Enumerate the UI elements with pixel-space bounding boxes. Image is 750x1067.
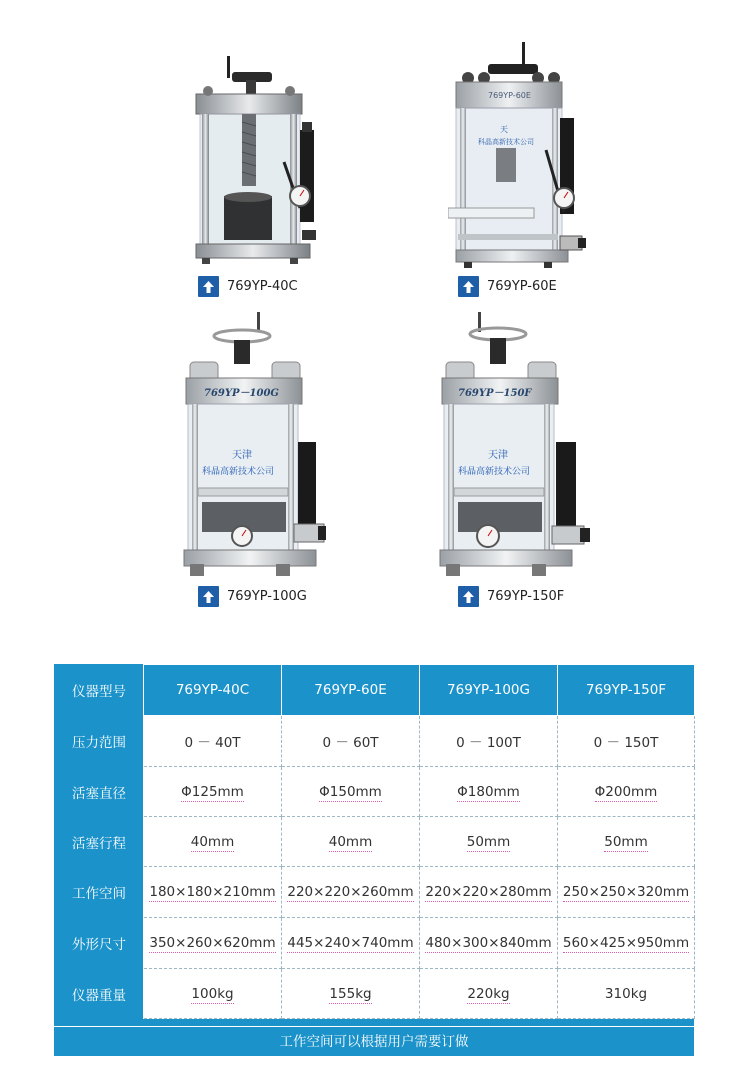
row-label: 工作空间 bbox=[55, 867, 144, 918]
table-cell: 50mm bbox=[604, 833, 648, 850]
table-row bbox=[55, 716, 695, 767]
spec-grid bbox=[54, 664, 695, 1019]
table-cell: Φ125mm bbox=[181, 783, 244, 800]
product-caption: 769YP-100G bbox=[227, 589, 307, 604]
table-row bbox=[55, 969, 695, 1019]
table-cell: 0 － 150T bbox=[558, 716, 695, 767]
brand-line2: 科晶高新技术公司 bbox=[458, 467, 531, 477]
table-footnote: 工作空间可以根据用户需要订做 bbox=[54, 1026, 694, 1057]
brand-line2: 科晶高新技术公司 bbox=[478, 138, 534, 146]
product-769yp-60e bbox=[448, 40, 593, 300]
table-cell: 220kg bbox=[467, 985, 510, 1002]
product-photo bbox=[436, 312, 596, 580]
row-label: 外形尺寸 bbox=[55, 918, 144, 969]
table-cell: Φ180mm bbox=[457, 783, 520, 800]
table-cell: 220×220×260mm bbox=[287, 884, 414, 900]
table-cell: 310kg bbox=[558, 969, 695, 1019]
product-photo bbox=[448, 40, 593, 272]
table-row bbox=[55, 767, 695, 817]
product-caption: 769YP-150F bbox=[487, 589, 565, 604]
brand-line1: 天 bbox=[500, 125, 508, 134]
column-header: 769YP-40C bbox=[144, 665, 282, 716]
panel-model-text: 769YP－150F bbox=[458, 388, 532, 399]
table-cell: 100kg bbox=[191, 985, 234, 1002]
arrow-up-icon bbox=[198, 586, 219, 607]
product-769yp-150f bbox=[436, 312, 596, 610]
table-cell: 40mm bbox=[328, 833, 373, 850]
table-cell: 350×260×620mm bbox=[149, 935, 276, 951]
table-row bbox=[55, 817, 695, 867]
table-cell: Φ200mm bbox=[594, 783, 658, 800]
column-header: 769YP-60E bbox=[282, 665, 420, 716]
column-header: 769YP-100G bbox=[420, 665, 558, 716]
table-cell: 220×220×280mm bbox=[425, 884, 552, 900]
product-photo bbox=[190, 50, 330, 272]
brand-line1: 天津 bbox=[488, 450, 508, 461]
panel-model-text: 769YP-60E bbox=[488, 91, 531, 100]
table-row bbox=[55, 867, 695, 918]
panel-model-text: 769YP－100G bbox=[204, 388, 279, 399]
row-label: 压力范围 bbox=[55, 716, 144, 767]
product-769yp-40c bbox=[190, 50, 330, 300]
brand-line1: 天津 bbox=[232, 450, 252, 461]
column-header: 769YP-150F bbox=[558, 665, 695, 716]
spec-table bbox=[54, 664, 694, 1056]
table-cell: 560×425×950mm bbox=[562, 935, 690, 951]
row-label: 活塞行程 bbox=[55, 817, 144, 867]
table-cell: 480×300×840mm bbox=[425, 935, 552, 951]
table-cell: 0 － 40T bbox=[144, 716, 282, 767]
row-label: 活塞直径 bbox=[55, 767, 144, 817]
arrow-up-icon bbox=[198, 276, 219, 297]
table-row bbox=[55, 918, 695, 969]
arrow-up-icon bbox=[458, 276, 479, 297]
table-header-row bbox=[55, 665, 695, 716]
table-cell: 155kg bbox=[329, 985, 372, 1002]
table-cell: 250×250×320mm bbox=[562, 884, 690, 900]
table-cell: 0 － 60T bbox=[282, 716, 420, 767]
table-cell: 0 － 100T bbox=[420, 716, 558, 767]
brand-line2: 科晶高新技术公司 bbox=[202, 467, 275, 477]
table-cell: 40mm bbox=[190, 833, 235, 850]
table-cell: 445×240×740mm bbox=[287, 935, 414, 951]
table-cell: Φ150mm bbox=[319, 783, 382, 800]
product-photo bbox=[180, 312, 330, 580]
table-cell: 180×180×210mm bbox=[149, 884, 276, 900]
table-cell: 50mm bbox=[466, 833, 511, 850]
header-label: 仪器型号 bbox=[55, 665, 144, 716]
arrow-up-icon bbox=[458, 586, 479, 607]
product-caption: 769YP-60E bbox=[487, 279, 557, 294]
product-769yp-100g bbox=[180, 312, 330, 610]
product-caption: 769YP-40C bbox=[227, 279, 298, 294]
row-label: 仪器重量 bbox=[55, 969, 144, 1019]
